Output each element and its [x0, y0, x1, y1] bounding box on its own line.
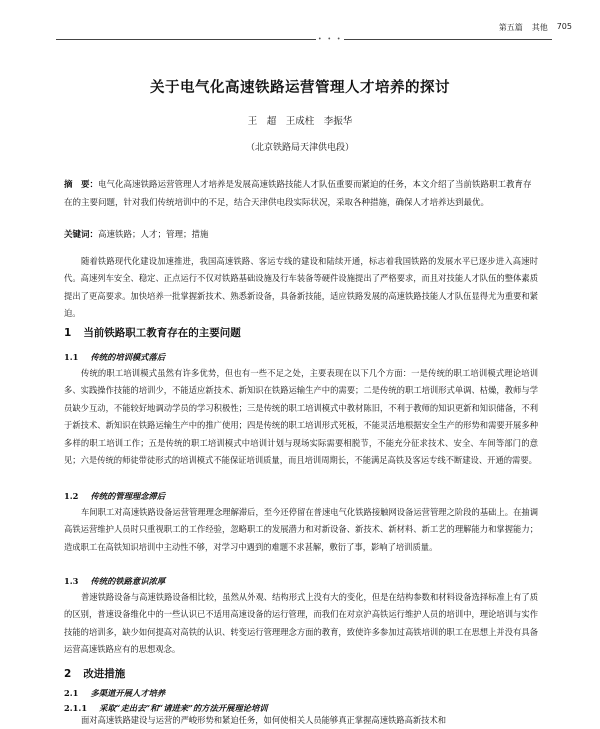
section-1-number: 1 [64, 327, 72, 339]
section-2-heading [64, 666, 125, 681]
abstract-label: 摘 要： [64, 180, 99, 190]
authors: 王 超 王成柱 李振华 [247, 116, 353, 127]
header-rule [56, 39, 552, 40]
running-header [499, 22, 572, 33]
section-2-number: 2 [64, 668, 72, 680]
paper-title: 关于电气化高速铁路运营管理人才培养的探讨 [150, 80, 450, 96]
header-mark: • • • [318, 36, 343, 43]
keywords-label: 关键词： [64, 230, 99, 240]
section-2-1-number: 2.1 [64, 688, 79, 698]
section-2-1-title: 多渠道开展人才培养 [90, 688, 166, 698]
section-1-heading [64, 325, 241, 340]
section-1-title: 当前铁路职工教育存在的主要问题 [83, 327, 241, 339]
section-2-1-1-number: 2.1.1 [64, 703, 88, 713]
keywords [64, 228, 538, 243]
abstract [64, 177, 538, 212]
intro-paragraph: 随着铁路现代化建设加速推进，我国高速铁路、客运专线的建设和陆续开通，标志着我国铁路的发展水平已逐步进入高速时代。高速列车安全、稳定、正点运行不仅对铁路基础设施及行车装备等硬件设施提出了严格要求，而且对技能人才队伍的整体素质提出了更高要求。加快培养一批掌握新技术、熟悉新设备，具备新技能，适应铁路发展的高速铁路技能人才队伍显得尤为重要和紧迫。 [64, 256, 538, 319]
section-2-title: 改进措施 [83, 668, 126, 680]
abstract-text: 电气化高速铁路运营管理人才培养是发展高速铁路技能人才队伍重要而紧迫的任务，本文介绍了当前铁路职工教育存在的主要问题，针对我们传统培训中的不足，结合天津供电段实际状况，采取各种措施，确保人才培养达到最优。 [64, 180, 532, 208]
section-1-3-paragraph: 普速铁路设备与高速铁路设备相比较，虽然从外观、结构形式上没有大的变化，但是在结构参数和材料设备选择标准上有了质的区别，普速设备维化中的一些认识已不适用高速设备的运行管理，而我们在对京沪高铁运行维护人员的培训中，理论培训与实作技能的培训多，缺少如何提高对高铁的认识、转变运行管理理念方面的教育，致使许多参加过高铁培训的职工在思想上并没有具备运营高速铁路应有的思想观念。 [64, 592, 538, 655]
section-1-1-paragraph: 传统的职工培训模式虽然有许多优势，但也有一些不足之处，主要表现在以下几个方面：一是传统的职工培训模式理论培训多、实践操作技能的培训少，不能适应新技术、新知识在铁路运输生产中的需要；二是传统的职工培训形式单调、枯燥，教师与学员缺少互动，不能较好地调动学员的学习积极性；三是传统的职工培训模式中教材陈旧，不利于教师的知识更新和知识储备，不利于新技术、新知识在铁路运输生产中的推广使用；四是传统的职工培训形式死板，不能灵活地根据安全生产的形势和需要开展多种多样的职工培训工作；五是传统的职工培训模式中培训计划与现场实际需要相脱节，不能充分征求技术、安全、车间等部门的意见；六是传统的师徒带徒形式的培训模式不能保证培训质量，而且培训周期长，不能满足高铁及客运专线不断建设、开通的需要。 [64, 368, 538, 466]
section-2-1-heading [64, 687, 165, 699]
header-section: 第五篇 [498, 23, 523, 32]
section-2-1-1-title: 采取“走出去”和“请进来”的方法开展理论培训 [99, 703, 268, 713]
section-1-2-number: 1.2 [64, 491, 79, 501]
section-1-3-heading [64, 575, 165, 587]
page-number: 705 [556, 22, 572, 31]
section-2-paragraph: 面对高速铁路建设与运营的严峻形势和紧迫任务，如何使相关人员能够真正掌握高速铁路高新技术和 [81, 715, 447, 725]
keywords-text: 高速铁路；人才；管理；措施 [98, 230, 209, 240]
section-1-1-title: 传统的培训模式落后 [90, 352, 166, 362]
section-1-3-title: 传统的铁路意识浓厚 [90, 576, 166, 586]
header-category: 其他 [531, 23, 548, 32]
section-1-1-number: 1.1 [64, 352, 79, 362]
section-1-3-number: 1.3 [64, 576, 79, 586]
section-1-1-heading [64, 351, 165, 363]
section-1-2-title: 传统的管理理念滞后 [90, 491, 166, 501]
section-1-2-paragraph: 车间职工对高速铁路设备运营管理理念理解滞后，至今还停留在普速电气化铁路接触网设备运营管理之阶段的基础上。在抽调高铁运营维护人员时只重视职工的工作经验，忽略职工的发展潜力和对新设备、新技术、新材料、新工艺的理解能力和掌握能力；造成职工在高铁知识培训中主动性不够，对学习中遇到的难题不求甚解，敷衍了事，影响了培训质量。 [64, 507, 538, 552]
section-1-2-heading [64, 490, 165, 502]
affiliation: （北京铁路局天津供电段） [245, 143, 354, 153]
